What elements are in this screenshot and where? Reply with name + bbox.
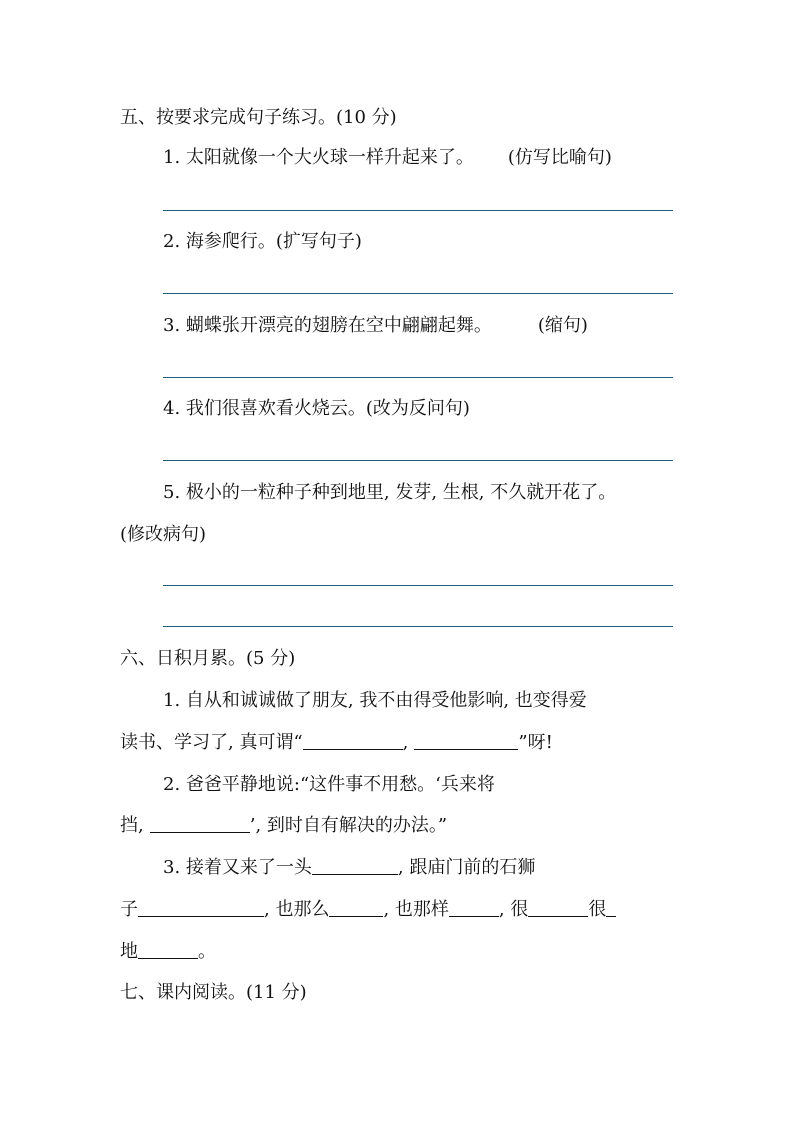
question-6-3-di: 地 bbox=[120, 941, 138, 962]
blank-6-3a[interactable] bbox=[312, 856, 398, 875]
answer-line-5-5b[interactable] bbox=[163, 626, 673, 627]
question-6-3-prefix: 3. 接着又来了一头 bbox=[163, 857, 312, 878]
question-6-2-prefix: 挡, bbox=[120, 815, 144, 836]
question-5-3-hint: (缩句) bbox=[537, 315, 588, 336]
question-6-1-comma: , bbox=[402, 732, 409, 753]
question-5-3-text: 3. 蝴蝶张开漂亮的翅膀在空中翩翩起舞。 bbox=[163, 315, 492, 336]
question-6-1-line1: 1. 自从和诚诚做了朋友, 我不由得受他影响, 也变得爱 bbox=[163, 690, 587, 711]
blank-6-3d[interactable] bbox=[449, 898, 499, 917]
question-6-3-ye2: , 也那样 bbox=[383, 899, 449, 920]
question-6-3-line1 bbox=[163, 856, 535, 880]
blank-6-2[interactable] bbox=[150, 814, 250, 833]
answer-line-5-2[interactable] bbox=[163, 293, 673, 294]
question-6-2-line2 bbox=[120, 814, 447, 838]
blank-6-3g[interactable] bbox=[138, 940, 198, 959]
question-5-1-hint: (仿写比喻句) bbox=[507, 147, 612, 168]
question-5-4: 4. 我们很喜欢看火烧云。(改为反问句) bbox=[163, 398, 470, 419]
question-6-3-end: 。 bbox=[198, 941, 216, 962]
question-5-5-hint: (修改病句) bbox=[120, 524, 207, 545]
answer-line-5-1[interactable] bbox=[163, 210, 673, 211]
question-6-3-line2 bbox=[120, 898, 616, 922]
question-6-1-line2 bbox=[120, 731, 553, 755]
question-5-1 bbox=[163, 146, 612, 170]
question-6-3-zi: 子 bbox=[120, 899, 138, 920]
question-6-2-line1: 2. 爸爸平静地说:“这件事不用愁。‘兵来将 bbox=[163, 774, 495, 795]
question-5-3 bbox=[163, 314, 588, 338]
blank-6-1a[interactable] bbox=[303, 731, 403, 750]
blank-6-3e[interactable] bbox=[528, 898, 588, 917]
section-five-heading: 五、按要求完成句子练习。(10 分) bbox=[120, 107, 397, 128]
blank-6-1b[interactable] bbox=[414, 731, 518, 750]
question-6-3-mid: , 跟庙门前的石狮 bbox=[397, 857, 536, 878]
question-6-3-hen1: , 很 bbox=[498, 899, 529, 920]
section-six-heading: 六、日积月累。(5 分) bbox=[120, 648, 296, 669]
question-5-5: 5. 极小的一粒种子种到地里, 发芽, 生根, 不久就开花了。 bbox=[163, 482, 617, 503]
blank-6-3c[interactable] bbox=[329, 898, 383, 917]
question-6-1-prefix: 读书、学习了, 真可谓“ bbox=[120, 732, 303, 753]
answer-line-5-3[interactable] bbox=[163, 377, 673, 378]
blank-6-3f[interactable] bbox=[606, 898, 616, 917]
question-6-3-ye1: , 也那么 bbox=[264, 899, 330, 920]
question-5-2: 2. 海参爬行。(扩写句子) bbox=[163, 231, 362, 252]
blank-6-3b[interactable] bbox=[138, 898, 264, 917]
section-seven-heading: 七、课内阅读。(11 分) bbox=[120, 982, 307, 1003]
question-6-3-line3 bbox=[120, 940, 216, 964]
question-6-3-hen2: 很 bbox=[588, 899, 607, 920]
question-6-1-suffix: ”呀! bbox=[518, 732, 553, 753]
answer-line-5-5a[interactable] bbox=[163, 585, 673, 586]
answer-line-5-4[interactable] bbox=[163, 460, 673, 461]
question-5-1-text: 1. 太阳就像一个大火球一样升起来了。 bbox=[163, 147, 474, 168]
question-6-2-suffix: ’, 到时自有解决的办法。” bbox=[249, 815, 448, 836]
